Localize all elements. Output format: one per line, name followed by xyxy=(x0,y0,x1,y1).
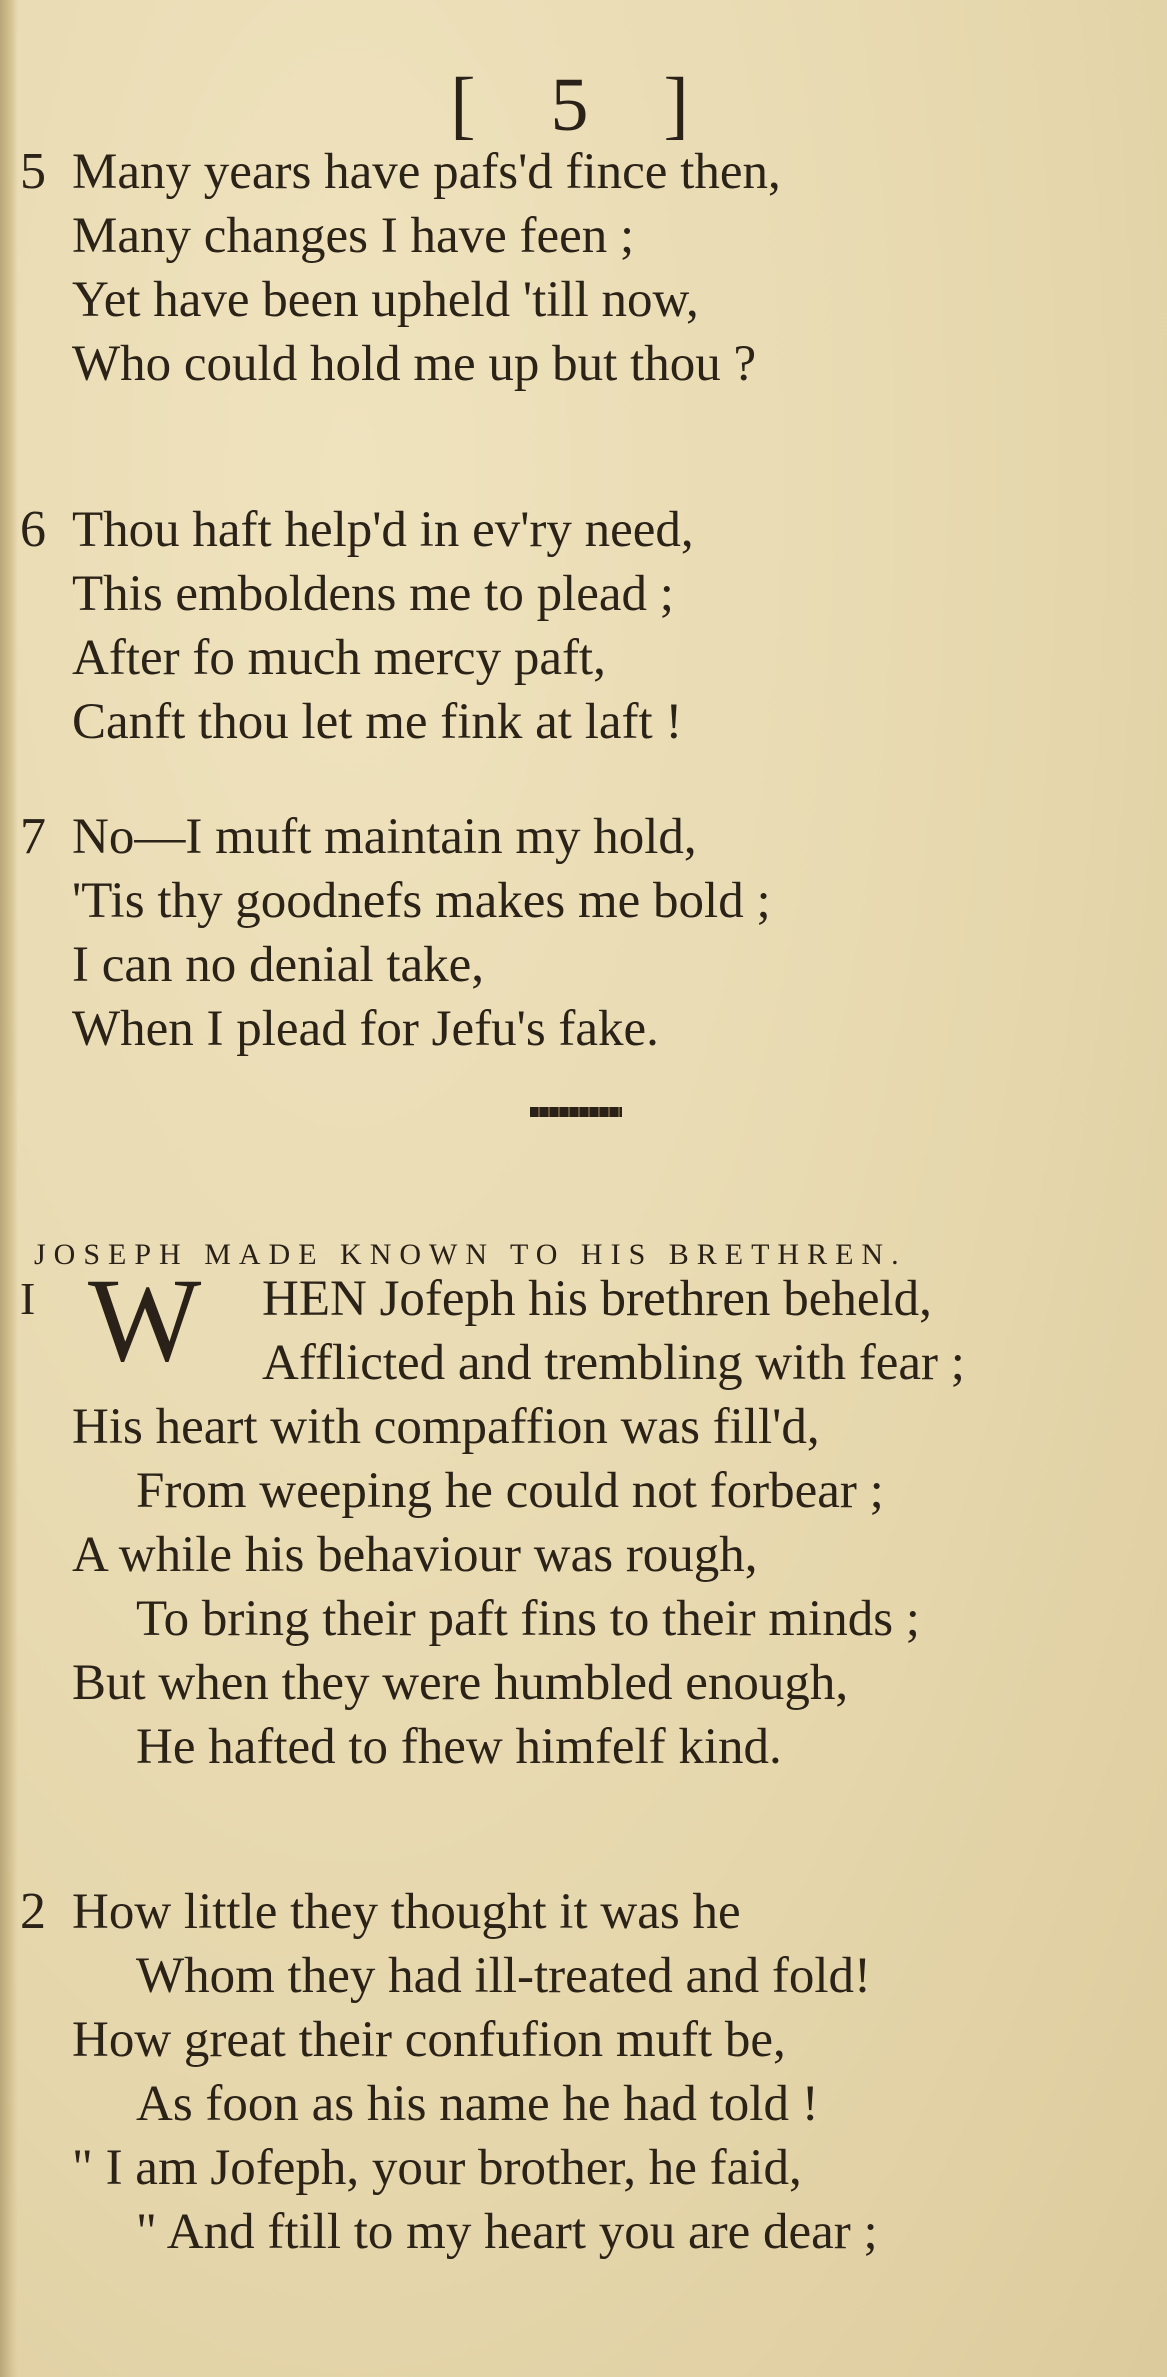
verse-line: A while his behaviour was rough, xyxy=(72,1527,758,1583)
verse-line: Canft thou let me fink at laft ! xyxy=(72,694,683,750)
verse-1-body xyxy=(72,1331,1152,1779)
verse-number: 6 xyxy=(20,501,46,558)
verse-line: From weeping he could not forbear ; xyxy=(136,1463,884,1519)
verse-line: How little they thought it was he xyxy=(72,1884,741,1940)
verse-line: 'Tis thy goodnefs makes me bold ; xyxy=(72,873,771,929)
verse-number: I xyxy=(20,1273,36,1324)
verse-line: No—I muft maintain my hold, xyxy=(72,809,697,865)
verse-line: I can no denial take, xyxy=(72,937,485,993)
verse-line: How great their confufion muft be, xyxy=(72,2012,786,2068)
verse-line: " I am Jofeph, your brother, he faid, xyxy=(72,2140,802,2196)
verse-line: Who could hold me up but thou ? xyxy=(72,336,757,392)
verse-line: But when they were humbled enough, xyxy=(72,1655,849,1711)
verse-line: Whom they had ill-treated and fold! xyxy=(136,1948,871,2004)
verse-line: After fo much mercy paft, xyxy=(72,630,606,686)
verse-line: When I plead for Jefu's fake. xyxy=(72,1001,659,1057)
verse-number: 2 xyxy=(20,1883,46,1940)
page-number: [ 5 ] xyxy=(450,63,717,147)
verse-line: Many changes I have feen ; xyxy=(72,208,635,264)
drop-cap: W xyxy=(88,1253,202,1386)
verse-number: 7 xyxy=(20,808,46,865)
verse-line: " And ftill to my heart you are dear ; xyxy=(136,2204,878,2260)
section-divider xyxy=(530,1107,622,1117)
verse-line: His heart with compaffion was fill'd, xyxy=(72,1399,820,1455)
verse-line: Thou haft help'd in ev'ry need, xyxy=(72,502,694,558)
verse-line: This emboldens me to plead ; xyxy=(72,566,674,622)
hymn-title: JOSEPH MADE KNOWN TO HIS BRETHREN. xyxy=(34,1238,907,1271)
verse-line: HEN Jofeph his brethren beheld, xyxy=(262,1271,932,1327)
verse-line: Afflicted and trembling with fear ; xyxy=(262,1335,965,1391)
verse-line: Many years have pafs'd fince then, xyxy=(72,144,781,200)
verse-line: He hafted to fhew himfelf kind. xyxy=(136,1719,782,1775)
page-edge xyxy=(0,0,18,2377)
verse-line: As foon as his name he had told ! xyxy=(136,2076,819,2132)
verse-line: Yet have been upheld 'till now, xyxy=(72,272,699,328)
verse-line: To bring their paft fins to their minds ; xyxy=(136,1591,920,1647)
verse-number: 5 xyxy=(20,143,46,200)
